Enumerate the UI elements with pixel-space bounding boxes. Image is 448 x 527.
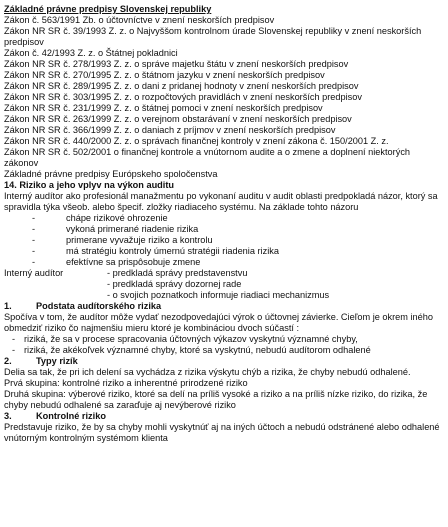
- subsection-title: Podstata audítorského rizika: [36, 301, 162, 311]
- list-item: - efektívne sa prispôsobuje zmene: [4, 257, 444, 268]
- bullet-list: [4, 213, 444, 268]
- auditor-label: Interný audítor: [4, 268, 64, 278]
- paragraph: Spočíva v tom, že audítor môže vydať nezodpovedajúci výrok o účtovnej závierke. Cieľom je okrem iného obmedziť riziko čo najmenšiu mieru ktoré je kombináciou dvoch súčastí :: [4, 312, 433, 333]
- paragraph: Delia sa tak, že pri ich delení sa vychádza z rizika výskytu chýb a rizika, že chyby nebudú odhalené.: [4, 367, 411, 377]
- law-item: Zákon NR SR č. 303/1995 Z. z. o rozpočtových pravidlách v znení neskorších predpisov: [4, 92, 362, 102]
- law-item: Zákon NR SR č. 263/1999 Z. z. o verejnom obstarávaní v znení neskorších predpisov: [4, 114, 352, 124]
- subsection-title: Typy rizík: [36, 356, 78, 366]
- subsection-heading: [4, 301, 444, 312]
- section-intro: Interný audítor ako profesionál manažmentu po vykonaní auditu v audit oblasti predpokladá názor, ktorý sa spravidla týka všeob. alebo špecif. zložky riadiaceho systému. Na základe tohto názoru: [4, 191, 438, 212]
- law-item: Zákon NR SR č. 502/2001 o finančnej kontrole a vnútornom audite a o zmene a doplnení niektorých zákonov: [4, 147, 411, 168]
- law-item: Zákon NR SR č. 231/1999 Z. z. o štátnej pomoci v znení neskorších predpisov: [4, 103, 323, 113]
- law-item: Zákon č. 563/1991 Zb. o účtovníctve v znení neskorších predpisov: [4, 15, 275, 25]
- subsection-number: 1.: [4, 301, 12, 311]
- list-item: - riziká, že akékoľvek významné chyby, ktoré sa vyskytnú, nebudú audítorom odhalené: [4, 345, 444, 356]
- auditor-line: - predkladá správy dozornej rade: [107, 279, 242, 289]
- list-item: - riziká, že sa v procese spracovania účtovných výkazov vyskytnú významné chyby,: [4, 334, 444, 345]
- paragraph: Druhá skupina: výberové riziko, ktoré sa delí na príliš vysoké a riziko a na príliš nízke riziko, do rizika, že chyby nebudú odhalené sa zaraďuje aj nevýberové riziko: [4, 389, 428, 410]
- auditor-line: - o svojich poznatkoch informuje riadiaci mechanizmus: [107, 290, 330, 300]
- bullet-list: [4, 334, 444, 356]
- subsection-number: 2.: [4, 356, 12, 366]
- subsection-heading: [4, 356, 444, 367]
- law-item: Zákon NR SR č. 440/2000 Z. z. o správach finančnej kontroly v znení zákona č. 150/2001 Z. z.: [4, 136, 389, 146]
- list-item: - má stratégiu kontroly úmernú stratégii riadenia rizika: [4, 246, 444, 257]
- subsection-title: Kontrolné riziko: [36, 411, 106, 421]
- section-heading: 14. Riziko a jeho vplyv na výkon auditu: [4, 180, 175, 190]
- paragraph: Predstavuje riziko, že by sa chyby mohli vyskytnúť aj na iných účtoch a nebudú odstránené alebo odhalené vnútorným kontrolným systémom klienta: [4, 422, 440, 443]
- law-item: Zákon NR SR č. 278/1993 Z. z. o správe majetku štátu v znení neskorších predpisov: [4, 59, 349, 69]
- law-item: Zákon NR SR č. 366/1999 Z. z. o daniach z príjmov v znení neskorších predpisov: [4, 125, 336, 135]
- subsection-heading: [4, 411, 444, 422]
- law-item: Zákon NR SR č. 289/1995 Z. z. o dani z pridanej hodnoty v znení neskorších predpisov: [4, 81, 359, 91]
- paragraph: Prvá skupina: kontrolné riziko a inherentné prirodzené riziko: [4, 378, 248, 388]
- laws-list: [4, 15, 444, 180]
- law-item: Základné právne predpisy Európskeho spoločenstva: [4, 169, 218, 179]
- subsection-number: 3.: [4, 411, 12, 421]
- section-title: Základné právne predpisy Slovenskej republiky: [4, 4, 212, 14]
- list-item: - primerane vyvažuje riziko a kontrolu: [4, 235, 444, 246]
- law-item: Zákon NR SR č. 270/1995 Z. z. o štátnom jazyku v znení neskorších predpisov: [4, 70, 325, 80]
- list-item: - chápe rizikové ohrozenie: [4, 213, 444, 224]
- auditor-line: - predkladá správy predstavenstvu: [107, 268, 248, 278]
- auditor-role: [4, 268, 444, 279]
- law-item: Zákon č. 42/1993 Z. z. o Štátnej pokladnici: [4, 48, 178, 58]
- list-item: - vykoná primerané riadenie rizika: [4, 224, 444, 235]
- law-item: Zákon NR SR č. 39/1993 Z. z. o Najvyššom kontrolnom úrade Slovenskej republiky v znení neskorších predpisov: [4, 26, 422, 47]
